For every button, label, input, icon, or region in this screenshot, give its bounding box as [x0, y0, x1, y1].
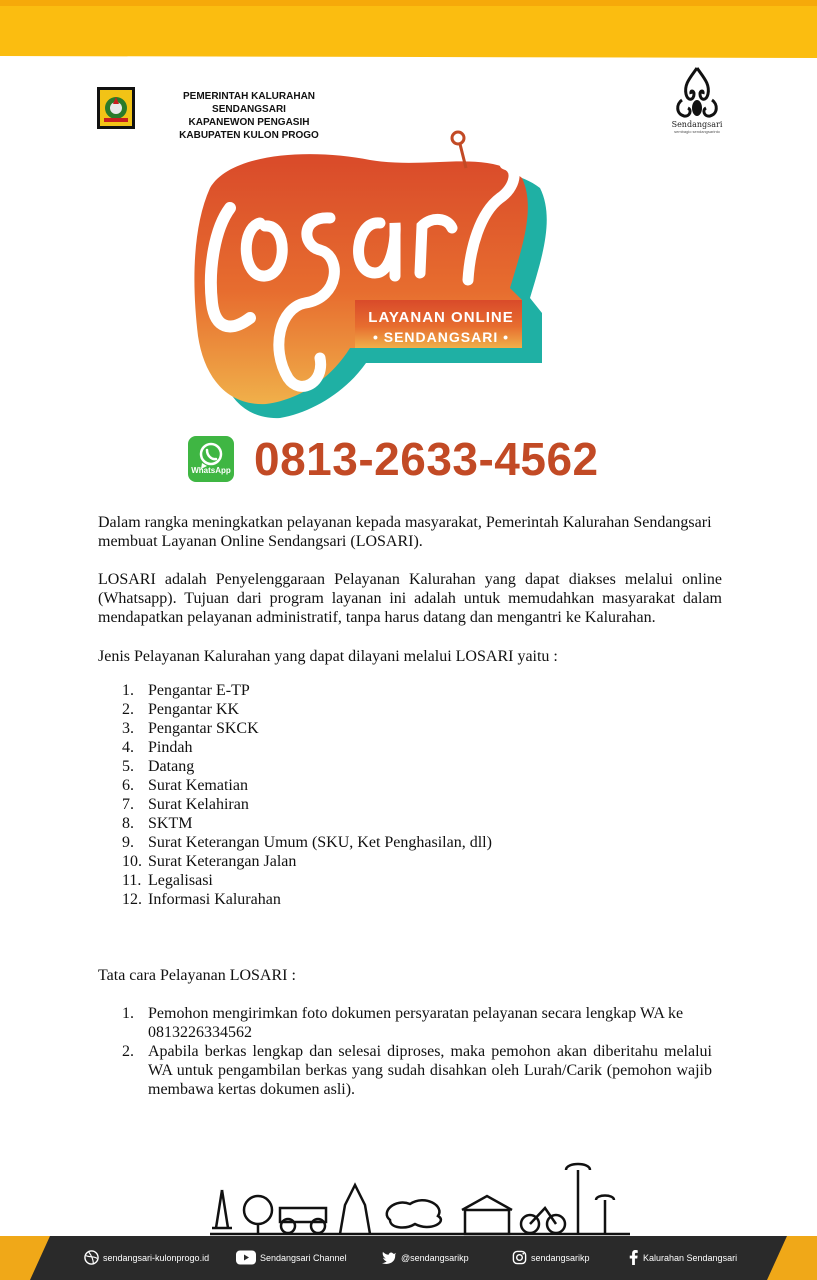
list-item: 6. Surat Kematian [122, 777, 248, 794]
list-item: 11. Legalisasi [122, 872, 213, 889]
footer-website-text: sendangsari-kulonprogo.id [103, 1252, 210, 1263]
procedure-list [122, 1004, 712, 1099]
list-item: 5. Datang [122, 758, 195, 775]
logo-tagline-line-1: LAYANAN ONLINE [368, 309, 514, 326]
facebook-icon [628, 1250, 639, 1265]
twitter-icon [382, 1250, 397, 1265]
list-item: 3. Pengantar SKCK [122, 720, 259, 737]
list-item: 7. Surat Kelahiran [122, 796, 249, 813]
youtube-icon [236, 1250, 256, 1265]
phone-number[interactable]: 0813-2633-4562 [254, 433, 599, 485]
services-list [122, 681, 622, 909]
losari-logo-icon [170, 128, 560, 428]
dribbble-globe-icon [84, 1250, 99, 1265]
list-item: 2. Apabila berkas lengkap dan selesai diproses, maka pemohon akan diberitahu melalui WA untuk pengambilan berkas yang sudah disahkan oleh Lurah/Carik (pemohon wajib membawa kertas dokumen asli). [122, 1043, 712, 1098]
whatsapp-icon[interactable] [188, 436, 234, 482]
footer-twitter-text: @sendangsarikp [401, 1252, 469, 1263]
top-banner [0, 0, 817, 62]
list-item: 1. Pengantar E-TP [122, 682, 250, 699]
footer-youtube-text: Sendangsari Channel [260, 1252, 347, 1263]
gov-line-2: KAPANEWON PENGASIH [188, 117, 310, 128]
landmark-skyline-illustration [200, 1150, 640, 1240]
kulon-progo-emblem-icon [96, 86, 136, 130]
list-item: 8. SKTM [122, 815, 193, 832]
list-item: 1. Pemohon mengirimkan foto dokumen persyaratan pelayanan secara lengkap WA ke 0813226334562 [122, 1005, 684, 1041]
footer-instagram-text: sendangsarikp [531, 1252, 590, 1263]
services-heading: Jenis Pelayanan Kalurahan yang dapat dilayani melalui LOSARI yaitu : [98, 648, 558, 665]
sendangsari-logo-name: Sendangsari [671, 120, 723, 129]
footer-instagram[interactable] [512, 1250, 590, 1265]
intro-paragraph: Dalam rangka meningkatkan pelayanan kepada masyarakat, Pemerintah Kalurahan Sendangsari membuat Layanan Online Sendangsari (LOSARI). [98, 514, 712, 550]
logo-tagline-line-2: • SENDANGSARI • [372, 329, 510, 345]
footer-youtube[interactable] [236, 1250, 347, 1265]
gov-line-1: PEMERINTAH KALURAHAN SENDANGSARI [182, 91, 316, 115]
gov-line-3: KABUPATEN KULON PROGO [179, 130, 319, 141]
whatsapp-label: WhatsApp [191, 466, 231, 475]
list-item: 12. Informasi Kalurahan [122, 891, 281, 908]
description-paragraph: LOSARI adalah Penyelenggaraan Pelayanan Kalurahan yang dapat diakses melalui online (Whatsapp). Tujuan dari program layanan ini adalah untuk memudahkan masyarakat dalam mendapatkan pelayanan administratif, tanpa harus datang dan mengantri ke Kalurahan. [98, 571, 722, 626]
footer-twitter[interactable] [382, 1250, 469, 1265]
sendangsari-logo-tagline: sembagio sendangsarinto [674, 129, 720, 134]
list-item: 4. Pindah [122, 739, 193, 756]
footer-facebook[interactable] [628, 1250, 737, 1265]
list-item: 10. Surat Keterangan Jalan [122, 853, 297, 870]
procedure-heading: Tata cara Pelayanan LOSARI : [98, 967, 296, 984]
footer-website[interactable] [84, 1250, 209, 1265]
instagram-icon [512, 1250, 527, 1265]
list-item: 2. Pengantar KK [122, 701, 240, 718]
footer-facebook-text: Kalurahan Sendangsari [643, 1252, 738, 1263]
list-item: 9. Surat Keterangan Umum (SKU, Ket Penghasilan, dll) [122, 834, 492, 851]
